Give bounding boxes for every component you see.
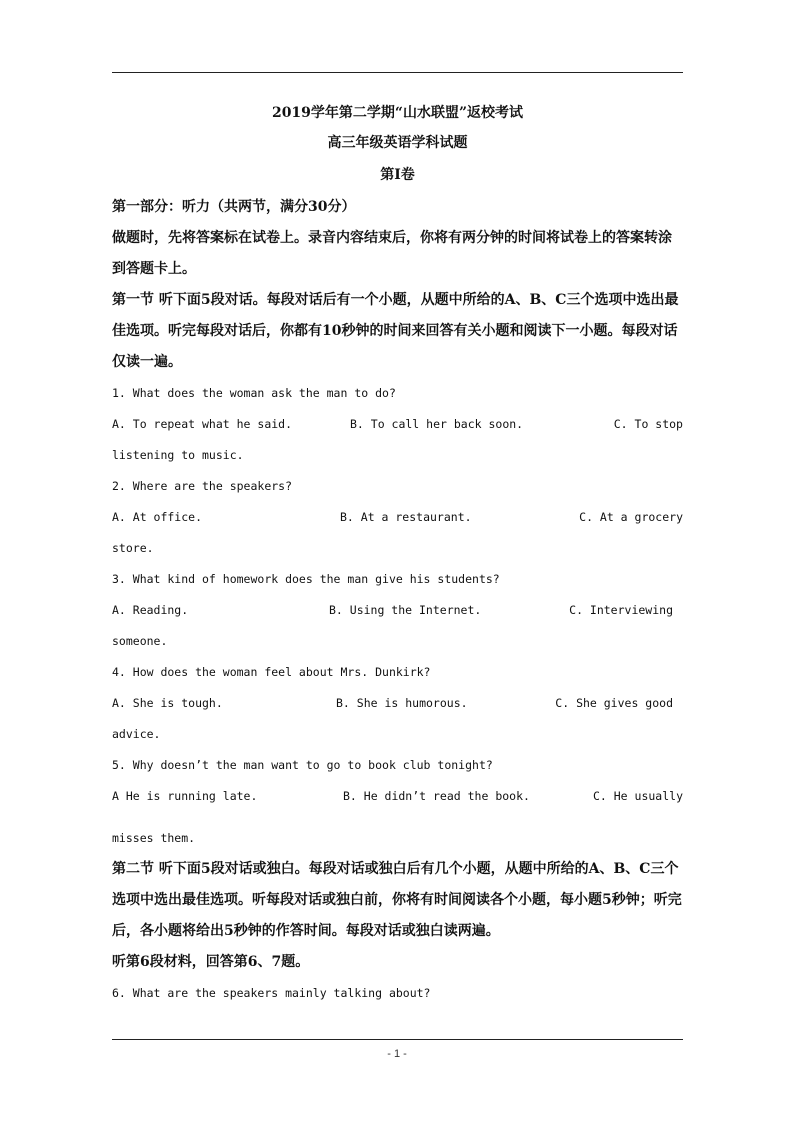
part1-instruction: 做题时，先将答案标在试卷上。录音内容结束后，你将有两分钟的时间将试卷上的答案转涂到答题卡上。: [112, 230, 672, 277]
options-5: [112, 781, 683, 812]
header-rule: [112, 72, 683, 73]
question-3: 3. What kind of homework does the man give his students?: [112, 572, 500, 586]
part1-heading: 第一部分：听力（共两节，满分30分）: [112, 199, 356, 215]
option-a: A. Reading.: [112, 603, 189, 617]
option-b: B. Using the Internet.: [329, 603, 482, 617]
section1-heading: 第一节 听下面5段对话。每段对话后有一个小题，从题中所给的A、B、C三个选项中选出最佳选项。听完每段对话后，你都有10秒钟的时间来回答有关小题和阅读下一小题。每段对话仅读一遍。: [112, 292, 679, 370]
option-c-continued: store.: [112, 541, 154, 555]
option-b: B. He didn’t read the book.: [343, 789, 530, 803]
option-a: A. At office.: [112, 510, 203, 524]
option-a: A. She is tough.: [112, 696, 223, 710]
option-c-continued: someone.: [112, 634, 168, 648]
page-number: - 1 -: [387, 1048, 407, 1060]
footer-rule: [112, 1039, 683, 1040]
option-c-continued: listening to music.: [112, 448, 244, 462]
option-c: C. She gives good: [555, 696, 673, 710]
options-2: [112, 502, 683, 533]
option-b: B. She is humorous.: [336, 696, 468, 710]
question-2: 2. Where are the speakers?: [112, 479, 293, 493]
options-3: [112, 595, 683, 626]
section2-sub-instruction: 听第6段材料，回答第6、7题。: [112, 954, 310, 970]
question-4: 4. How does the woman feel about Mrs. Dunkirk?: [112, 665, 431, 679]
option-c: C. To stop: [613, 417, 683, 431]
option-c: C. Interviewing: [569, 603, 673, 617]
options-1: [112, 409, 683, 440]
option-b: B. To call her back soon.: [350, 417, 524, 431]
exam-subtitle: 高三年级英语学科试题: [327, 135, 468, 151]
volume-label: 第Ⅰ卷: [380, 167, 415, 183]
option-c-continued: misses them.: [112, 831, 196, 845]
option-c: C. At a grocery: [579, 510, 683, 524]
question-1: 1. What does the woman ask the man to do?: [112, 386, 396, 400]
option-b: B. At a restaurant.: [340, 510, 472, 524]
option-c-continued: advice.: [112, 727, 161, 741]
option-c: C. He usually: [592, 789, 683, 803]
question-5: 5. Why doesn’t the man want to go to book club tonight?: [112, 758, 493, 772]
page-content: [112, 98, 683, 1009]
question-6: 6. What are the speakers mainly talking about?: [112, 986, 431, 1000]
exam-title: 2019学年第二学期“山水联盟”返校考试: [271, 105, 524, 121]
section2-heading: 第二节 听下面5段对话或独白。每段对话或独白后有几个小题，从题中所给的A、B、C三个选项中选出最佳选项。听每段对话或独白前，你将有时间阅读各个小题，每小题5秒钟；听完后，各小题将给出5秒钟的作答时间。每段对话或独白读两遍。: [112, 861, 682, 939]
options-4: [112, 688, 683, 719]
option-a: A He is running late.: [112, 789, 258, 803]
option-a: A. To repeat what he said.: [112, 417, 293, 431]
